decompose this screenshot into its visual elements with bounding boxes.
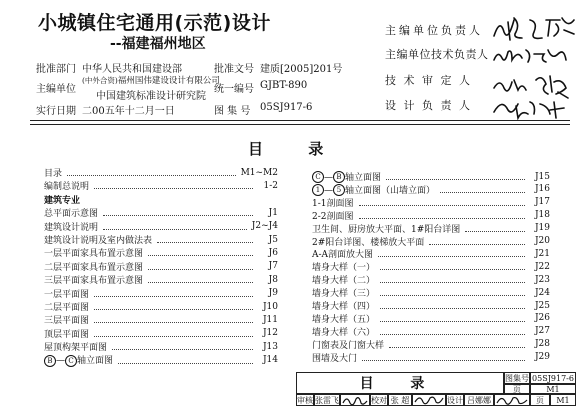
toc-entry-code: J28	[527, 339, 550, 349]
toc-entry-code: J23	[527, 275, 550, 285]
left-toc-row	[44, 246, 278, 259]
toc-entry-text: 建筑专业	[44, 195, 81, 206]
toc-entry-code: J18	[527, 210, 550, 220]
toc-leader-dots	[440, 192, 525, 193]
toc-entry-code: J14	[255, 355, 278, 365]
toc-entry-code: J25	[527, 301, 550, 311]
toc-entry-text: 墙身大样（二）	[312, 276, 376, 287]
toc-entry-label	[44, 287, 92, 300]
toc-entry-label	[312, 183, 438, 197]
right-toc-row	[312, 196, 550, 209]
toc-entry-text: 屋顶构架平面图	[44, 343, 108, 354]
editor-value-2: 中国建筑标准设计研究院	[96, 91, 206, 102]
toc-entry-text: 墙身大样（六）	[312, 327, 376, 338]
right-toc-row	[312, 260, 550, 273]
role-chief-tech: 主编单位技术负责人	[385, 48, 489, 61]
toc-entry-label	[44, 206, 101, 219]
toc-leader-dots	[94, 296, 253, 297]
toc-entry-code: J5	[255, 235, 278, 245]
atlas-no-value: 05SJ917-6	[260, 102, 313, 113]
role-design-lead: 设 计 负 责 人	[385, 99, 472, 112]
page-title: 小城镇住宅通用(示范)设计	[38, 12, 271, 34]
toc-entry-code: J2~J4	[249, 221, 278, 231]
toc-leader-dots	[380, 334, 525, 335]
toc-entry-text: 2-2剖面图	[312, 211, 354, 222]
toc-entry-code: J16	[527, 184, 550, 194]
approval-no-value: 建质[2005]201号	[260, 64, 343, 75]
toc-entry-code: J17	[527, 197, 550, 207]
right-toc-row	[312, 312, 550, 325]
toc-entry-code: J1	[255, 208, 278, 218]
review-label: 审核	[297, 395, 313, 405]
toc-entry-code: J13	[255, 342, 278, 352]
toc-leader-dots	[378, 256, 525, 257]
toc-entry-text: 墙身大样（一）	[312, 263, 376, 274]
toc-leader-dots	[380, 308, 525, 309]
editor-value-1	[82, 74, 220, 86]
right-toc-row	[312, 299, 550, 312]
atlas-no-label: 图 集 号	[214, 106, 251, 117]
check-name: 张 超	[388, 394, 412, 406]
toc-entry-text: 建筑设计说明	[44, 222, 99, 233]
toc-leader-dots	[465, 231, 525, 232]
toc-leader-dots	[94, 188, 253, 189]
toc-entry-code: J9	[255, 288, 278, 298]
toc-leader-dots	[362, 360, 525, 361]
toc-leader-dots	[94, 336, 253, 337]
axis-circle-marker: B	[44, 355, 56, 367]
right-toc-row	[312, 222, 550, 235]
title-block-page-label: 页	[504, 384, 530, 394]
left-toc-row	[44, 260, 278, 273]
toc-leader-dots	[386, 179, 525, 180]
toc-entry-label	[44, 273, 146, 286]
design-signature	[494, 394, 530, 406]
toc-leader-dots	[94, 322, 253, 323]
right-toc-row	[312, 286, 550, 299]
toc-entry-label	[44, 220, 101, 233]
toc-entry-text: 一层平面图	[44, 289, 90, 300]
toc-entry-label	[312, 209, 357, 222]
toc-entry-label	[44, 260, 146, 273]
effective-date-value: 二00五年十二月一日	[82, 106, 175, 117]
toc-entry-label	[44, 166, 65, 179]
right-toc-row	[312, 235, 550, 248]
right-toc-row	[312, 351, 550, 364]
toc-entry-code: J27	[527, 326, 550, 336]
left-toc-row	[44, 179, 278, 192]
toc-entry-code: J10	[255, 302, 278, 312]
toc-entry-label	[44, 193, 83, 206]
toc-leader-dots	[380, 269, 525, 270]
toc-entry-label	[312, 170, 384, 184]
toc-leader-dots	[380, 321, 525, 322]
toc-entry-text: 建筑设计说明及室内做法表	[44, 236, 153, 246]
page-cell-label: 页	[530, 394, 550, 406]
left-toc-row	[44, 354, 278, 367]
toc-entry-label	[312, 338, 387, 351]
toc-leader-dots	[389, 347, 525, 348]
toc-entry-label	[44, 246, 146, 259]
toc-entry-label	[312, 222, 463, 235]
title-block-atlas-value: 05SJ917-6	[530, 372, 576, 384]
header-divider	[30, 120, 570, 121]
signatures-image	[490, 10, 580, 122]
approval-dept-label: 批准部门	[36, 64, 76, 75]
title-block-atlas-label: 图集号	[505, 373, 529, 383]
check-label: 校对	[371, 395, 387, 405]
toc-entry-label	[312, 260, 378, 273]
design-label: 设计	[447, 395, 463, 405]
left-toc-row	[44, 313, 278, 326]
toc-entry-label	[44, 300, 92, 313]
page-subtitle: --福建福州地区	[110, 36, 206, 52]
toc-leader-dots	[359, 218, 526, 219]
toc-entry-label	[312, 196, 357, 209]
toc-entry-label	[312, 351, 360, 364]
toc-entry-code: J21	[527, 249, 550, 259]
toc-entry-code: J15	[527, 172, 550, 182]
axis-circle-marker: 5	[333, 184, 345, 196]
toc-entry-label	[312, 325, 378, 338]
toc-entry-label	[44, 179, 92, 192]
toc-entry-code: J7	[255, 261, 278, 271]
toc-heading: 目 录	[248, 140, 344, 158]
toc-leader-dots	[103, 215, 253, 216]
toc-entry-label	[312, 273, 378, 286]
toc-entry-text: 围墙及大门	[312, 353, 358, 364]
left-toc-row	[44, 300, 278, 313]
left-toc-row	[44, 220, 278, 233]
right-toc-row	[312, 209, 550, 222]
toc-entry-text: 墙身大样（三）	[312, 289, 376, 300]
toc-entry-text: 二层平面图	[44, 303, 90, 313]
toc-entry-text: 轴立面图	[345, 172, 382, 183]
toc-leader-dots	[112, 349, 253, 350]
toc-leader-dots	[157, 242, 253, 243]
left-toc-row	[44, 273, 278, 286]
axis-range-dash: —	[324, 185, 333, 196]
right-toc-row	[312, 170, 550, 183]
header-divider-2	[30, 124, 570, 125]
axis-circle-marker: B	[333, 171, 345, 183]
toc-entry-text: 编制总说明	[44, 182, 90, 193]
toc-entry-label	[44, 327, 92, 340]
toc-entry-label	[312, 235, 427, 248]
axis-range-dash: —	[56, 356, 65, 367]
toc-entry-code: J20	[527, 236, 550, 246]
toc-leader-dots	[67, 175, 236, 176]
toc-leader-dots	[380, 282, 525, 283]
toc-entry-label	[312, 247, 376, 260]
toc-leader-dots	[429, 244, 525, 245]
left-toc-row	[44, 287, 278, 300]
left-toc-row	[44, 233, 278, 246]
toc-entry-label	[44, 233, 155, 246]
editor-prefix: (中外合资)	[82, 76, 118, 85]
toc-entry-label	[312, 299, 378, 312]
toc-entry-code: J29	[527, 352, 550, 362]
toc-leader-dots	[148, 255, 253, 256]
toc-entry-code: J8	[255, 275, 278, 285]
review-name: 张雷飞	[315, 395, 339, 405]
page-cell-value: M1	[550, 394, 576, 406]
unified-no-label: 统一编号	[214, 84, 254, 95]
toc-entry-label	[44, 340, 110, 353]
axis-circle-marker: C	[65, 355, 77, 367]
toc-leader-dots	[118, 363, 253, 364]
toc-entry-code: J6	[255, 248, 278, 258]
toc-entry-code: M1~M2	[238, 168, 278, 178]
toc-entry-label	[44, 313, 92, 326]
toc-entry-text: 三层平面图	[44, 316, 90, 327]
toc-entry-code: 1-2	[255, 181, 278, 191]
toc-leader-dots	[359, 205, 526, 206]
toc-entry-code: J22	[527, 262, 550, 272]
toc-entry-label	[44, 353, 116, 367]
effective-date-label: 实行日期	[36, 106, 76, 117]
toc-entry-code: J11	[255, 315, 278, 325]
role-tech-reviewer: 技 术 审 定 人	[385, 74, 472, 87]
toc-entry-text: 目录	[44, 169, 63, 179]
editor-name-1: 福州国伟建设设计有限公司	[117, 76, 220, 86]
approval-dept-value: 中华人民共和国建设部	[82, 64, 182, 75]
left-toc-row	[44, 327, 278, 340]
right-toc-row	[312, 273, 550, 286]
approval-no-label: 批准文号	[214, 64, 254, 75]
editor-label: 主编单位	[36, 84, 76, 95]
unified-no-value: GJBT-890	[260, 80, 308, 91]
right-toc-row	[312, 247, 550, 260]
toc-entry-text: 三层平面家具布置示意图	[44, 276, 144, 287]
review-signature	[340, 394, 370, 406]
axis-circle-marker: C	[312, 171, 324, 183]
toc-entry-text: 总平面示意图	[44, 209, 99, 220]
toc-entry-text: 轴立面图（山墙立面）	[345, 185, 436, 196]
toc-entry-text: 轴立面图	[77, 356, 114, 367]
axis-circle-marker: 1	[312, 184, 324, 196]
axis-range-dash: —	[324, 172, 333, 183]
toc-leader-dots	[380, 295, 525, 296]
toc-leader-dots	[103, 229, 247, 230]
left-toc-row	[44, 206, 278, 219]
toc-entry-code: J19	[527, 223, 550, 233]
toc-entry-text: 一层平面家具布置示意图	[44, 249, 144, 260]
toc-entry-text: 墙身大样（四）	[312, 302, 376, 312]
title-block-page-value: M1	[530, 384, 576, 394]
title-block-title: 目 录	[296, 372, 504, 394]
toc-entry-text: 墙身大样（五）	[312, 314, 376, 325]
role-chief-unit: 主编单位负责人	[385, 24, 483, 37]
toc-entry-text: 顶层平面图	[44, 329, 90, 340]
check-signature	[412, 394, 446, 406]
toc-entry-code: J26	[527, 313, 550, 323]
toc-entry-text: A-A剖面放大图	[312, 250, 374, 261]
toc-entry-label	[312, 286, 378, 299]
toc-leader-dots	[94, 309, 253, 310]
right-toc-row	[312, 325, 550, 338]
left-toc-row	[44, 340, 278, 353]
toc-entry-text: 2#阳台详图、楼梯放大平面	[312, 237, 425, 248]
toc-entry-text: 1-1剖面图	[312, 198, 354, 209]
toc-entry-text: 二层平面家具布置示意图	[44, 262, 144, 273]
toc-entry-code: J24	[527, 288, 550, 298]
toc-entry-label	[312, 312, 378, 325]
design-name: 吕娜娜	[464, 394, 494, 406]
toc-entry-code: J12	[255, 328, 278, 338]
toc-leader-dots	[148, 282, 253, 283]
toc-entry-text: 卫生间、厨房放大平面、1#阳台详图	[312, 224, 461, 235]
right-toc-row	[312, 183, 550, 196]
toc-leader-dots	[148, 269, 253, 270]
right-toc-row	[312, 338, 550, 351]
toc-entry-text: 门窗表及门窗大样	[312, 340, 385, 351]
left-toc-row	[44, 166, 278, 179]
left-toc-row	[44, 193, 278, 206]
